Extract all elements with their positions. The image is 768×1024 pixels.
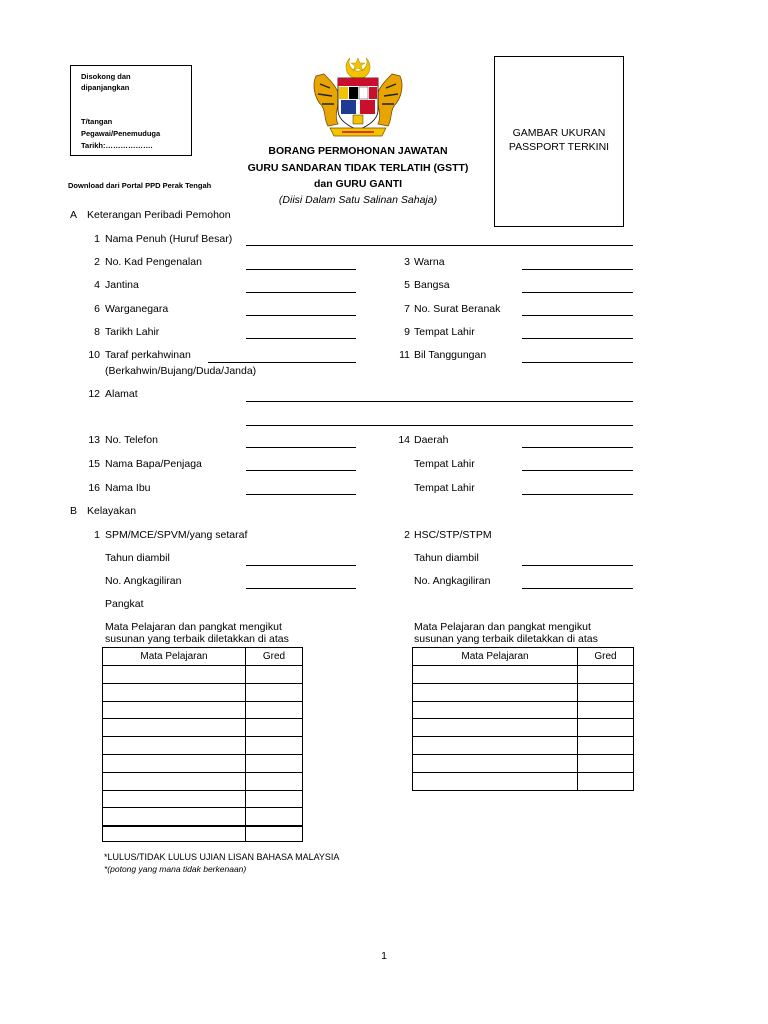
spm-angkagiliran-label: No. Angkagiliran — [105, 575, 182, 587]
table-row[interactable] — [103, 701, 303, 719]
field-number: 13 — [88, 434, 100, 446]
section-b-letter: B — [70, 505, 78, 517]
spm-note-line2: susunan yang terbaik diletakkan di atas — [105, 633, 289, 645]
stpm-note-line2: susunan yang terbaik diletakkan di atas — [414, 633, 598, 645]
lisan-footnote: *LULUS/TIDAK LULUS UJIAN LISAN BAHASA MALAYSIA — [104, 852, 340, 862]
table-row[interactable] — [413, 666, 634, 684]
photo-label-line1: GAMBAR UKURAN — [512, 127, 606, 139]
coat-of-arms-emblem — [308, 54, 408, 140]
approval-date-line: Tarikh:………………. — [81, 141, 153, 150]
ic-number-label: No. Kad Pengenalan — [105, 256, 202, 268]
section-a-heading: Keterangan Peribadi Pemohon — [87, 209, 231, 221]
table-row[interactable] — [103, 754, 303, 772]
nama-bapa-label: Nama Bapa/Penjaga — [105, 458, 202, 470]
surat-beranak-label: No. Surat Beranak — [414, 303, 501, 315]
table-row[interactable] — [413, 737, 634, 755]
alamat-input-line-2[interactable] — [246, 425, 633, 426]
stpm-angkagiliran-input-line[interactable] — [522, 588, 633, 589]
jantina-input-line[interactable] — [246, 292, 356, 293]
table-row[interactable] — [413, 772, 634, 790]
taraf-perkahwinan-label: Taraf perkahwinan — [105, 349, 191, 361]
field-number: 14 — [398, 434, 410, 446]
nama-ibu-input-line[interactable] — [246, 494, 356, 495]
tarikh-lahir-label: Tarikh Lahir — [105, 326, 160, 338]
field-number: 15 — [88, 458, 100, 470]
full-name-input-line[interactable] — [246, 245, 633, 246]
stpm-col-grade-header: Gred — [578, 648, 634, 666]
telefon-label: No. Telefon — [105, 434, 158, 446]
table-row[interactable] — [413, 719, 634, 737]
tarikh-lahir-input-line[interactable] — [246, 338, 356, 339]
stpm-col-subject-header: Mata Pelajaran — [413, 648, 578, 666]
spm-tahun-input-line[interactable] — [246, 565, 356, 566]
table-row[interactable] — [103, 719, 303, 737]
table-row[interactable] — [103, 826, 303, 842]
ic-number-input-line[interactable] — [246, 269, 356, 270]
field-number: 10 — [88, 349, 100, 361]
table-row[interactable] — [103, 666, 303, 684]
stpm-title: HSC/STP/STPM — [414, 529, 492, 541]
field-number: 9 — [404, 326, 410, 338]
warna-label: Warna — [414, 256, 445, 268]
section-a-letter: A — [70, 209, 78, 221]
table-row[interactable] — [103, 683, 303, 701]
bil-tanggungan-label: Bil Tanggungan — [414, 349, 487, 361]
field-number: 7 — [404, 303, 410, 315]
stpm-subjects-table — [412, 647, 634, 791]
photo-label-line2: PASSPORT TERKINI — [508, 141, 610, 153]
nama-bapa-input-line[interactable] — [246, 470, 356, 471]
taraf-perkahwinan-options: (Berkahwin/Bujang/Duda/Janda) — [105, 365, 257, 377]
approval-line3: T/tangan — [81, 117, 113, 126]
telefon-input-line[interactable] — [246, 447, 356, 448]
stpm-angkagiliran-label: No. Angkagiliran — [414, 575, 491, 587]
bapa-tempat-lahir-label: Tempat Lahir — [414, 458, 475, 470]
page-number: 1 — [381, 950, 387, 962]
alamat-label: Alamat — [105, 388, 138, 400]
approval-line4: Pegawai/Penemuduga — [81, 129, 161, 138]
nama-ibu-label: Nama Ibu — [105, 482, 151, 494]
ibu-tempat-lahir-input-line[interactable] — [522, 494, 633, 495]
field-number: 3 — [404, 256, 410, 268]
stpm-tahun-label: Tahun diambil — [414, 552, 479, 564]
field-number: 11 — [399, 349, 410, 361]
table-row[interactable] — [103, 737, 303, 755]
approval-line1: Disokong dan — [81, 72, 131, 81]
approval-line2: dipanjangkan — [81, 83, 130, 92]
field-number: 2 — [94, 256, 100, 268]
field-number: 1 — [94, 233, 100, 245]
bangsa-input-line[interactable] — [522, 292, 633, 293]
bil-tanggungan-input-line[interactable] — [522, 362, 633, 363]
full-name-label: Nama Penuh (Huruf Besar) — [105, 233, 233, 245]
field-number: 2 — [404, 529, 410, 541]
field-number: 1 — [94, 529, 100, 541]
section-b-heading: Kelayakan — [87, 505, 137, 517]
field-number: 5 — [404, 279, 410, 291]
form-instruction: (Diisi Dalam Satu Salinan Sahaja) — [278, 194, 438, 206]
field-number: 12 — [88, 388, 100, 400]
table-row[interactable] — [413, 701, 634, 719]
approval-box — [70, 65, 192, 156]
table-row[interactable] — [413, 754, 634, 772]
spm-title: SPM/MCE/SPVM/yang setaraf — [105, 529, 248, 541]
warganegara-label: Warganegara — [105, 303, 169, 315]
taraf-perkahwinan-input-line[interactable] — [208, 362, 356, 363]
spm-pangkat-label: Pangkat — [105, 598, 144, 610]
download-note: Download dari Portal PPD Perak Tengah — [68, 181, 212, 190]
stpm-tahun-input-line[interactable] — [522, 565, 633, 566]
field-number: 8 — [94, 326, 100, 338]
table-row[interactable] — [103, 808, 303, 826]
tempat-lahir-input-line[interactable] — [522, 338, 633, 339]
form-subtitle-2: dan GURU GANTI — [313, 178, 403, 190]
form-title: BORANG PERMOHONAN JAWATAN — [268, 145, 448, 157]
alamat-input-line-1[interactable] — [246, 401, 633, 402]
potong-footnote: *(potong yang mana tidak berkenaan) — [104, 864, 247, 874]
form-subtitle: GURU SANDARAN TIDAK TERLATIH (GSTT) — [247, 162, 469, 174]
stpm-note-line1: Mata Pelajaran dan pangkat mengikut — [414, 621, 591, 633]
table-row[interactable] — [413, 683, 634, 701]
surat-beranak-input-line[interactable] — [522, 315, 633, 316]
ibu-tempat-lahir-label: Tempat Lahir — [414, 482, 475, 494]
field-number: 6 — [94, 303, 100, 315]
spm-tahun-label: Tahun diambil — [105, 552, 170, 564]
spm-col-subject-header: Mata Pelajaran — [103, 648, 246, 666]
warna-input-line[interactable] — [522, 269, 633, 270]
warganegara-input-line[interactable] — [246, 315, 356, 316]
passport-photo-box[interactable] — [494, 56, 624, 227]
bapa-tempat-lahir-input-line[interactable] — [522, 470, 633, 471]
spm-angkagiliran-input-line[interactable] — [246, 588, 356, 589]
daerah-input-line[interactable] — [522, 447, 633, 448]
spm-col-grade-header: Gred — [246, 648, 303, 666]
bangsa-label: Bangsa — [414, 279, 450, 291]
jantina-label: Jantina — [105, 279, 139, 291]
spm-subjects-table — [102, 647, 303, 842]
table-row[interactable] — [103, 790, 303, 808]
daerah-label: Daerah — [414, 434, 449, 446]
field-number: 4 — [94, 279, 100, 291]
field-number: 16 — [88, 482, 100, 494]
tempat-lahir-label: Tempat Lahir — [414, 326, 475, 338]
spm-note-line1: Mata Pelajaran dan pangkat mengikut — [105, 621, 282, 633]
table-row[interactable] — [103, 772, 303, 790]
